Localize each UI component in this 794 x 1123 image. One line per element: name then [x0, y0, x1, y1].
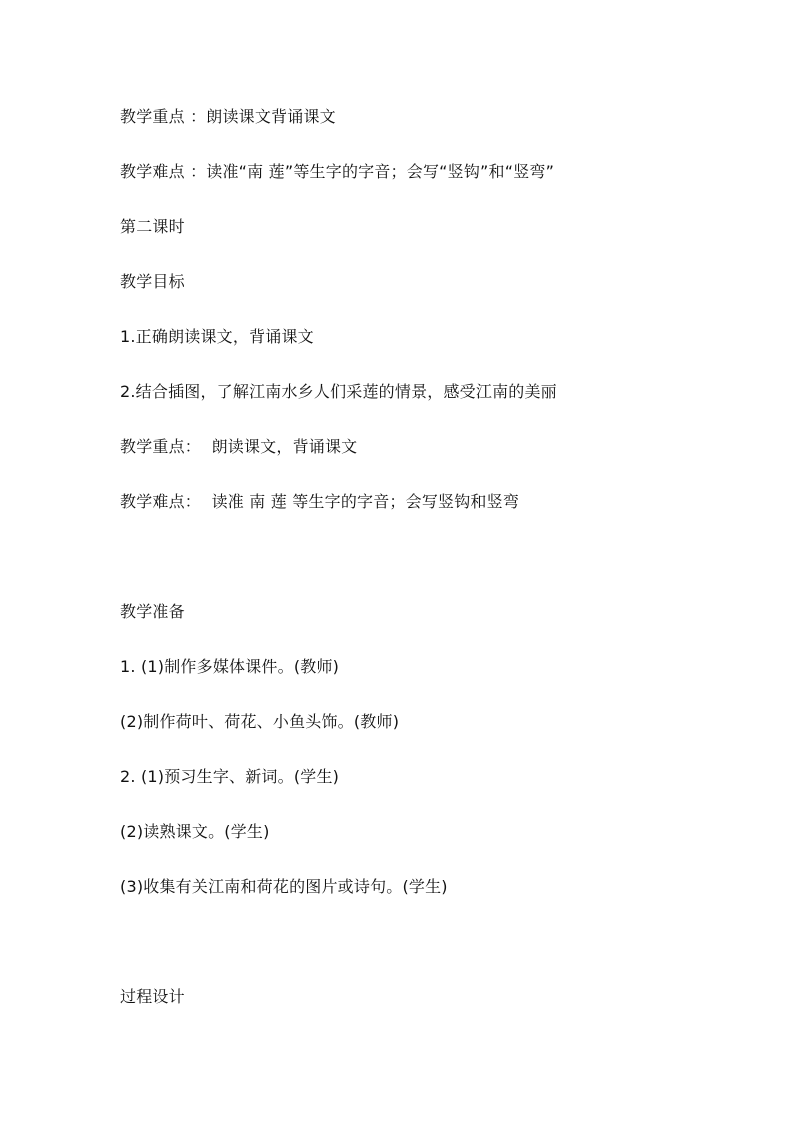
- key-points-line-2: 教学重点： 朗读课文，背诵课文: [120, 437, 358, 456]
- difficulties-line-2: 教学难点： 读准 南 莲 等生字的字音；会写竖钩和竖弯: [120, 492, 520, 511]
- prep-item-2-1: 2. (1)预习生字、新词。(学生): [120, 767, 340, 786]
- process-design-heading: 过程设计: [120, 987, 185, 1006]
- goal-item-1: 1.正确朗读课文，背诵课文: [120, 327, 314, 346]
- prep-item-1-1: 1. (1)制作多媒体课件。(教师): [120, 657, 340, 676]
- difficulties-line: 教学难点 ：读准“南 莲”等生字的字音；会写“竖钩”和“竖弯”: [120, 162, 555, 181]
- prep-item-1-2: (2)制作荷叶、荷花、小鱼头饰。(教师): [120, 712, 400, 731]
- goal-item-2: 2.结合插图，了解江南水乡人们采莲的情景，感受江南的美丽: [120, 382, 557, 401]
- preparation-heading: 教学准备: [120, 602, 185, 621]
- prep-item-2-3: (3)收集有关江南和荷花的图片或诗句。(学生): [120, 877, 448, 896]
- lesson-two-heading: 第二课时: [120, 217, 185, 236]
- teaching-goals-heading: 教学目标: [120, 272, 185, 291]
- prep-item-2-2: (2)读熟课文。(学生): [120, 822, 270, 841]
- key-points-line: 教学重点 ：朗读课文背诵课文: [120, 107, 336, 126]
